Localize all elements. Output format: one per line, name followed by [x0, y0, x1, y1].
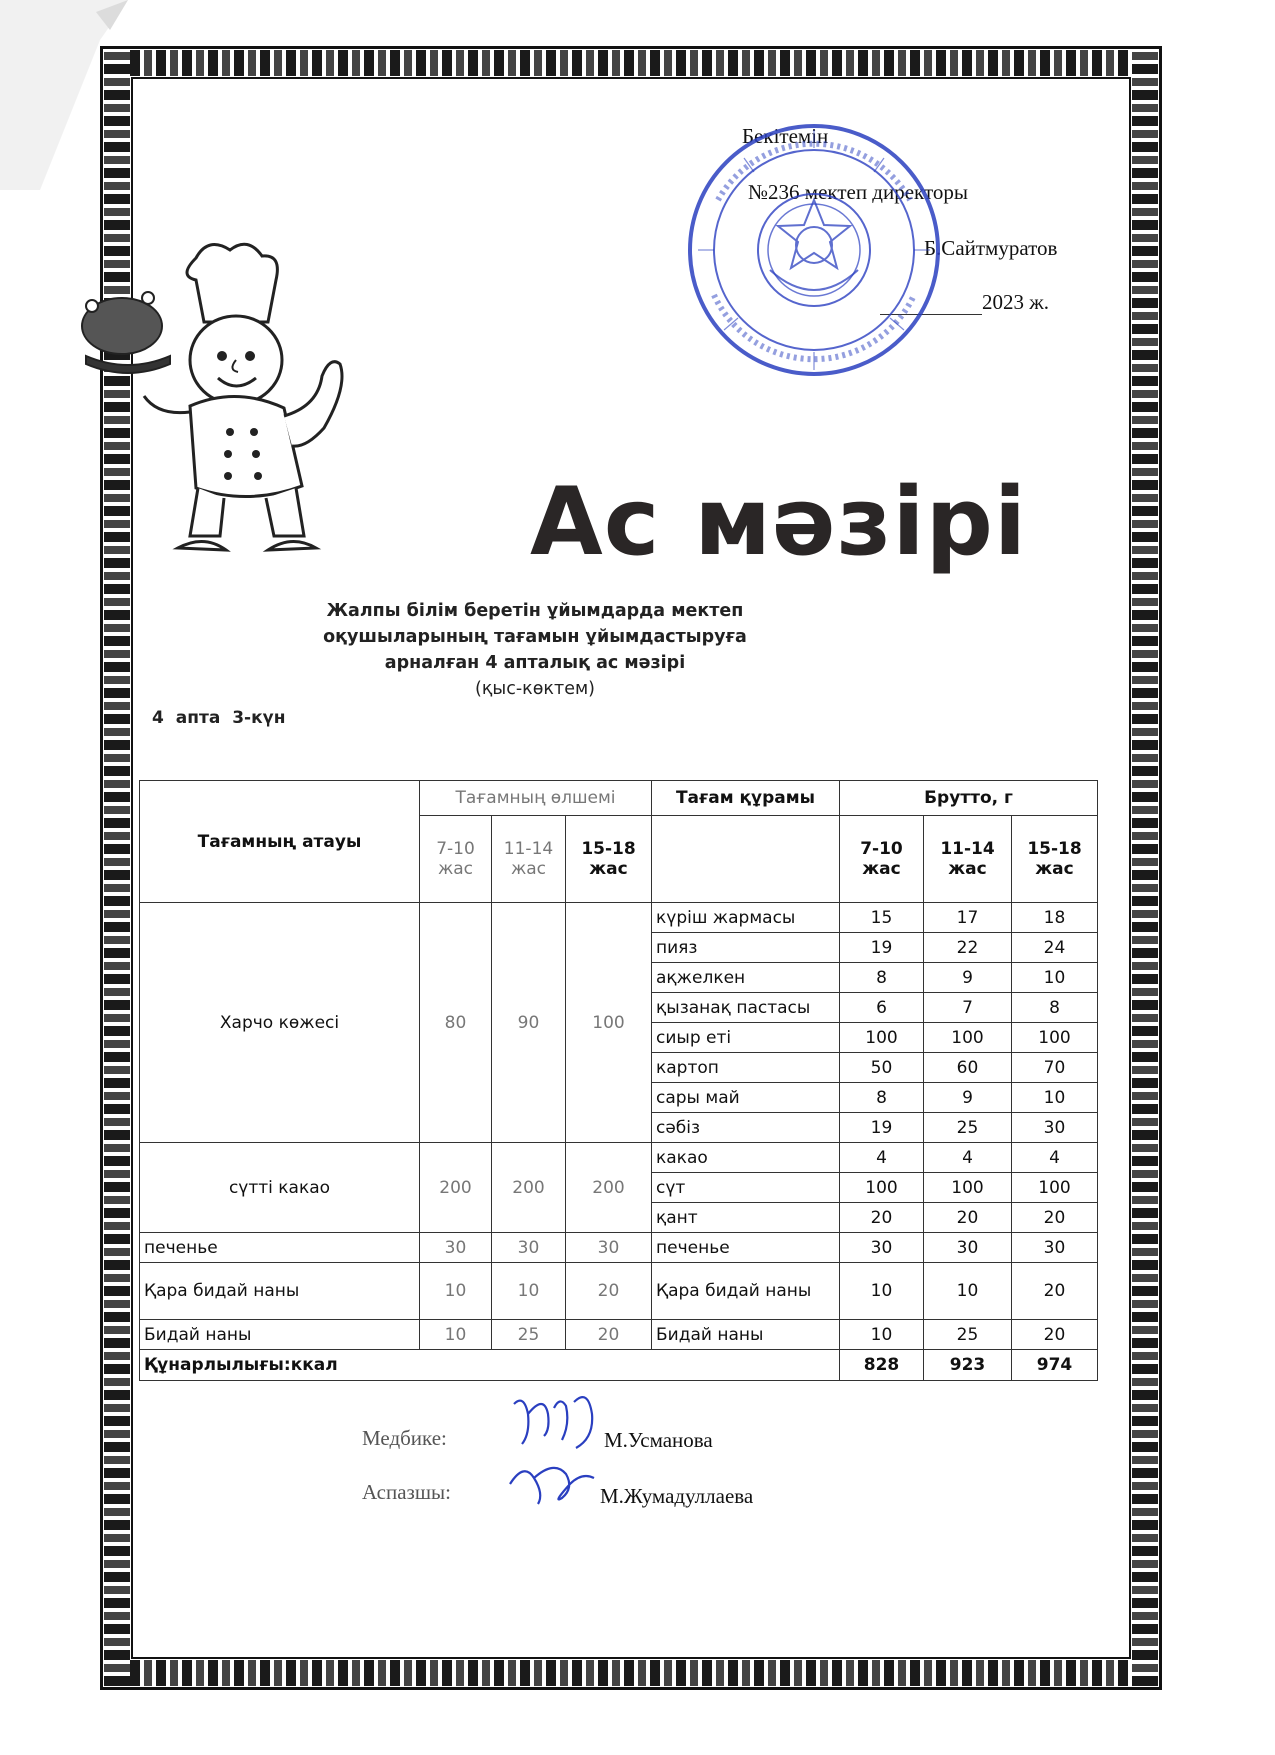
- ingredient-brutto: 10: [1012, 1083, 1098, 1113]
- dish-portion: 100: [566, 903, 652, 1143]
- cook-name: М.Жумадуллаева: [600, 1484, 754, 1508]
- dish-name: Қара бидай наны: [140, 1263, 420, 1320]
- ingredient-brutto: 30: [1012, 1233, 1098, 1263]
- ingredient-brutto: 17: [924, 903, 1012, 933]
- ingredient-name: Қара бидай наны: [652, 1263, 840, 1320]
- table-row: [140, 1233, 1098, 1263]
- ingredient-name: картоп: [652, 1053, 840, 1083]
- approval-line-2: №236 мектеп директоры: [748, 180, 968, 204]
- dish-name: Харчо көжесі: [140, 903, 420, 1143]
- table-row: [140, 1320, 1098, 1350]
- ingredient-brutto: 10: [840, 1263, 924, 1320]
- chef-illustration: [78, 236, 378, 586]
- menu-table: [139, 780, 1098, 1381]
- subtitle-line-1: Жалпы білім беретін ұйымдарда мектеп: [326, 601, 744, 621]
- ingredient-brutto: 20: [924, 1203, 1012, 1233]
- dish-portion: 10: [420, 1320, 492, 1350]
- header-brutto-age-1: 7-10 жас: [840, 816, 924, 903]
- ingredient-brutto: 19: [840, 933, 924, 963]
- ingredient-brutto: 10: [924, 1263, 1012, 1320]
- ingredient-brutto: 22: [924, 933, 1012, 963]
- cook-signature-icon: [504, 1454, 604, 1514]
- ingredient-brutto: 100: [1012, 1173, 1098, 1203]
- approval-line-1: Бекітемін: [742, 124, 829, 148]
- header-portion-age-2: 11-14 жас: [492, 816, 566, 903]
- official-stamp-icon: [684, 120, 944, 380]
- subtitle-line-4: (қыс-көктем): [475, 679, 595, 699]
- ingredient-brutto: 4: [924, 1143, 1012, 1173]
- dish-name: сүтті какао: [140, 1143, 420, 1233]
- ingredient-brutto: 100: [924, 1173, 1012, 1203]
- dish-portion: 200: [492, 1143, 566, 1233]
- ingredient-name: печенье: [652, 1233, 840, 1263]
- ingredient-brutto: 100: [1012, 1023, 1098, 1053]
- ingredient-brutto: 6: [840, 993, 924, 1023]
- dish-name: Бидай наны: [140, 1320, 420, 1350]
- dish-portion: 20: [566, 1320, 652, 1350]
- ingredient-brutto: 100: [840, 1023, 924, 1053]
- ingredient-brutto: 30: [924, 1233, 1012, 1263]
- nurse-label: Медбике:: [362, 1426, 447, 1450]
- ingredient-brutto: 50: [840, 1053, 924, 1083]
- total-value: 923: [924, 1350, 1012, 1381]
- dish-portion: 10: [492, 1263, 566, 1320]
- approval-line-4: 2023 ж.: [982, 290, 1050, 314]
- subtitle-line-2: оқушыларының тағамын ұйымдастыруға: [323, 627, 747, 647]
- table-row: [140, 1263, 1098, 1320]
- header-brutto-age-3: 15-18 жас: [1012, 816, 1098, 903]
- dish-name: печенье: [140, 1233, 420, 1263]
- ingredient-brutto: 4: [1012, 1143, 1098, 1173]
- ingredient-name: какао: [652, 1143, 840, 1173]
- ingredient-brutto: 30: [840, 1233, 924, 1263]
- header-composition: Тағам құрамы: [652, 781, 840, 816]
- ingredient-name: қызанақ пастасы: [652, 993, 840, 1023]
- ingredient-brutto: 100: [840, 1173, 924, 1203]
- table-row: [140, 1143, 1098, 1173]
- ingredient-name: Бидай наны: [652, 1320, 840, 1350]
- ingredient-brutto: 60: [924, 1053, 1012, 1083]
- ingredient-brutto: 10: [1012, 963, 1098, 993]
- ingredient-brutto: 9: [924, 963, 1012, 993]
- header-brutto-age-2: 11-14 жас: [924, 816, 1012, 903]
- dish-portion: 200: [420, 1143, 492, 1233]
- approval-line-3: Б.Сайтмуратов: [924, 236, 1058, 260]
- ingredient-name: қант: [652, 1203, 840, 1233]
- ingredient-name: пияз: [652, 933, 840, 963]
- dish-portion: 25: [492, 1320, 566, 1350]
- dish-portion: 30: [420, 1233, 492, 1263]
- nurse-name: М.Усманова: [604, 1428, 713, 1452]
- dish-portion: 30: [566, 1233, 652, 1263]
- header-portion: Тағамның өлшемі: [420, 781, 652, 816]
- ingredient-brutto: 25: [924, 1113, 1012, 1143]
- ingredient-name: сиыр еті: [652, 1023, 840, 1053]
- ingredient-brutto: 20: [1012, 1320, 1098, 1350]
- ingredient-brutto: 8: [840, 963, 924, 993]
- ingredient-brutto: 24: [1012, 933, 1098, 963]
- dish-portion: 80: [420, 903, 492, 1143]
- ingredient-brutto: 4: [840, 1143, 924, 1173]
- table-row: [140, 903, 1098, 933]
- dish-portion: 20: [566, 1263, 652, 1320]
- ingredient-brutto: 70: [1012, 1053, 1098, 1083]
- ingredient-brutto: 25: [924, 1320, 1012, 1350]
- header-portion-age-1: 7-10 жас: [420, 816, 492, 903]
- ingredient-brutto: 19: [840, 1113, 924, 1143]
- header-brutto: Брутто, г: [840, 781, 1098, 816]
- ingredient-name: сәбіз: [652, 1113, 840, 1143]
- ingredient-name: ақжелкен: [652, 963, 840, 993]
- total-row: [140, 1350, 1098, 1381]
- ingredient-name: күріш жармасы: [652, 903, 840, 933]
- ingredient-name: сары май: [652, 1083, 840, 1113]
- ingredient-brutto: 18: [1012, 903, 1098, 933]
- total-label: Құнарлылығы:ккал: [140, 1350, 840, 1381]
- ingredient-brutto: 8: [1012, 993, 1098, 1023]
- header-portion-age-3: 15-18 жас: [566, 816, 652, 903]
- ingredient-brutto: 7: [924, 993, 1012, 1023]
- header-composition-blank: [652, 816, 840, 903]
- dish-portion: 30: [492, 1233, 566, 1263]
- subtitle-line-3: арналған 4 апталық ас мәзірі: [384, 653, 686, 673]
- ingredient-brutto: 15: [840, 903, 924, 933]
- ingredient-brutto: 20: [1012, 1203, 1098, 1233]
- ingredient-brutto: 20: [1012, 1263, 1098, 1320]
- cook-label: Аспазшы:: [362, 1480, 451, 1504]
- ingredient-brutto: 8: [840, 1083, 924, 1113]
- ingredient-brutto: 9: [924, 1083, 1012, 1113]
- ingredient-brutto: 10: [840, 1320, 924, 1350]
- page-title: Ас мәзірі: [530, 468, 1028, 577]
- ingredient-brutto: 20: [840, 1203, 924, 1233]
- total-value: 828: [840, 1350, 924, 1381]
- nurse-signature-icon: [504, 1384, 604, 1464]
- header-dish-name: Тағамның атауы: [140, 781, 420, 903]
- subtitle: [300, 598, 770, 702]
- dish-portion: 200: [566, 1143, 652, 1233]
- dish-portion: 10: [420, 1263, 492, 1320]
- ingredient-brutto: 30: [1012, 1113, 1098, 1143]
- ingredient-name: сүт: [652, 1173, 840, 1203]
- ingredient-brutto: 100: [924, 1023, 1012, 1053]
- dish-portion: 90: [492, 903, 566, 1143]
- week-day-label: 4 апта 3-күн: [152, 708, 286, 728]
- total-value: 974: [1012, 1350, 1098, 1381]
- header-row: [140, 781, 1098, 816]
